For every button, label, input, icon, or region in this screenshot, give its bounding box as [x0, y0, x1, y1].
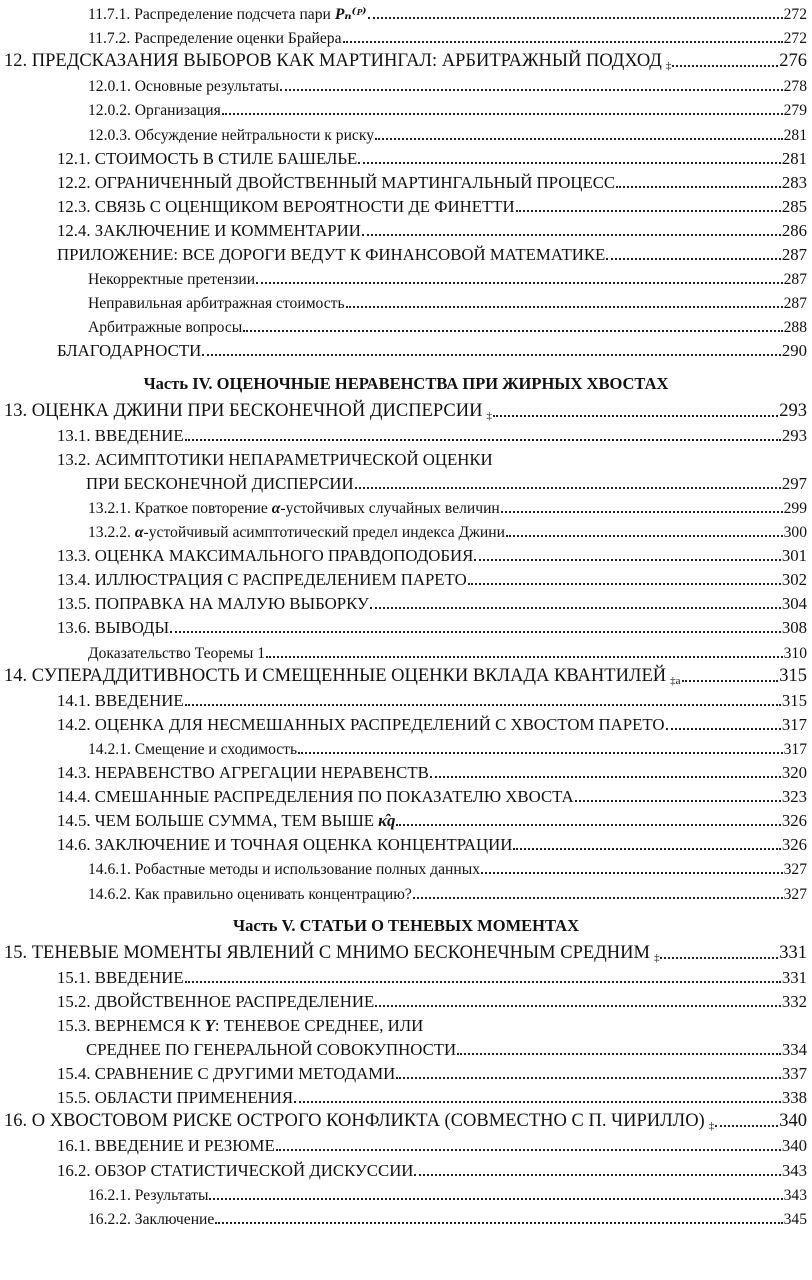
toc-entry-title-group — [0, 1016, 807, 1036]
toc-entry-title-group — [0, 173, 782, 193]
toc-entry-title-group — [0, 426, 782, 446]
toc-entry-title-group — [0, 1187, 784, 1205]
page-number: 287 — [783, 271, 807, 289]
toc-entry-title-group — [0, 524, 784, 542]
page-number: 287 — [783, 295, 807, 313]
page-number: 272 — [783, 6, 807, 23]
toc-entry-title: Некорректные претензии — [88, 271, 256, 289]
toc-entry[interactable] — [0, 1012, 812, 1036]
toc-entry-title: 14.1. ВВЕДЕНИЕ — [57, 690, 184, 710]
dot-leader — [185, 981, 781, 983]
math-symbol: α — [271, 499, 281, 517]
dot-leader — [457, 1053, 781, 1055]
dot-leader — [209, 1198, 782, 1200]
dot-leader — [575, 800, 781, 802]
toc-entry-title-group — [0, 886, 784, 904]
toc-entry[interactable] — [0, 855, 812, 879]
page-number: 327 — [783, 861, 807, 879]
toc-entry-title-group — [0, 102, 784, 120]
dot-leader — [660, 957, 778, 959]
page-number: 308 — [781, 618, 807, 638]
toc-entry-title: 12.1. СТОИМОСТЬ В СТИЛЕ БАШЕЛЬЕ — [57, 148, 358, 168]
page-number: 300 — [783, 524, 807, 541]
toc-entry[interactable] — [0, 1036, 812, 1060]
toc-entry[interactable] — [0, 398, 812, 422]
toc-entry[interactable] — [0, 121, 812, 145]
toc-entry-title: 13.3. ОЦЕНКА МАКСИМАЛЬНОГО ПРАВДОПОДОБИЯ — [57, 546, 474, 566]
dot-leader — [370, 607, 781, 609]
dot-leader — [468, 583, 781, 585]
toc-entry-title: 13.6. ВЫВОДЫ — [57, 618, 170, 638]
toc-entry-title-group — [0, 1064, 782, 1084]
part-heading: Часть IV. ОЦЕНОЧНЫЕ НЕРАВЕНСТВА ПРИ ЖИРНЫХ ХВОСТАХ — [143, 373, 669, 393]
toc-entry[interactable] — [0, 831, 812, 855]
toc-entry-title: 15. ТЕНЕВЫЕ МОМЕНТЫ ЯВЛЕНИЙ С МНИМО БЕСКОНЕЧНЫМ СРЕДНИМ — [4, 942, 650, 963]
page-number: 278 — [783, 78, 807, 96]
toc-entry-title-group — [0, 1211, 784, 1229]
dot-leader — [185, 439, 781, 441]
toc-entry-title: Арбитражные вопросы — [88, 319, 243, 337]
page-number: 288 — [783, 319, 807, 337]
toc-entry-title-group — [0, 319, 784, 337]
dot-leader — [672, 65, 778, 67]
page-number: 281 — [783, 126, 807, 144]
toc-entry-title-group — [0, 197, 782, 217]
page-number: 301 — [781, 546, 807, 566]
toc-entry[interactable] — [0, 337, 812, 361]
toc-entry-title: 13.4. ИЛЛЮСТРАЦИЯ С РАСПРЕДЕЛЕНИЕМ ПАРЕТО — [57, 570, 467, 590]
toc-entry-title: 13.2.2. — [88, 524, 131, 541]
footnote-mark: ‡ — [708, 1120, 715, 1133]
toc-entry-title: 14.6.1. Робастные методы и использование полных данных — [88, 861, 480, 879]
page-number: 317 — [783, 740, 807, 758]
dot-leader — [222, 113, 783, 115]
toc-entry-title: 15.2. ДВОЙСТВЕННОЕ РАСПРЕДЕЛЕНИЕ — [57, 991, 375, 1011]
page-number: 283 — [781, 172, 807, 192]
toc-entry-title-group — [0, 1088, 782, 1108]
toc-entry-title: 15.5. ОБЛАСТИ ПРИМЕНЕНИЯ — [57, 1088, 294, 1108]
dot-leader — [362, 234, 781, 236]
toc-entry[interactable] — [0, 24, 812, 48]
dot-leader — [396, 1077, 781, 1079]
dot-leader — [280, 89, 783, 91]
page-number: 326 — [781, 835, 807, 855]
math-symbol: κ̂q — [378, 811, 396, 831]
page-number: 337 — [781, 1064, 807, 1084]
page-number: 272 — [783, 30, 807, 48]
toc-entry-title-group — [0, 1111, 779, 1132]
page-number: 334 — [781, 1040, 807, 1059]
toc-entry-title-group — [0, 943, 779, 964]
toc-entry-title-group — [0, 127, 784, 145]
toc-entry[interactable] — [0, 518, 812, 542]
dot-leader — [413, 897, 783, 899]
toc-entry[interactable] — [0, 988, 812, 1012]
toc-entry-title-group — [0, 245, 782, 265]
page-number: 299 — [783, 499, 807, 517]
toc-entry[interactable] — [0, 1108, 812, 1132]
math-symbol: α — [134, 524, 144, 541]
toc-entry-title: 12.0.2. Организация — [88, 102, 221, 120]
dot-leader — [715, 1125, 778, 1127]
toc-entry-title: 13.2. АСИМПТОТИКИ НЕПАРАМЕТРИЧЕСКОЙ ОЦЕНКИ — [57, 449, 493, 469]
dot-leader — [375, 1005, 781, 1007]
toc-entry-title: 11.7.2. Распределение оценки Брайера — [88, 30, 342, 48]
toc-entry[interactable] — [0, 807, 812, 831]
toc-entry[interactable] — [0, 494, 812, 518]
toc-entry-title: 15.4. СРАВНЕНИЕ С ДРУГИМИ МЕТОДАМИ — [57, 1064, 396, 1084]
toc-entry[interactable] — [0, 422, 812, 446]
toc-entry[interactable] — [0, 880, 812, 904]
toc-entry-title-group — [0, 271, 784, 289]
part-heading: Часть V. СТАТЬИ О ТЕНЕВЫХ МОМЕНТАХ — [232, 915, 579, 935]
toc-entry[interactable] — [0, 1205, 812, 1229]
toc-entry-title-group — [0, 500, 784, 518]
toc-entry-title: 13. ОЦЕНКА ДЖИНИ ПРИ БЕСКОНЕЧНОЙ ДИСПЕРСИИ — [4, 400, 483, 421]
toc-entry-title-group — [0, 691, 782, 711]
dot-leader — [243, 330, 782, 332]
dot-leader — [375, 138, 783, 140]
toc-entry-title: 16. О ХВОСТОВОМ РИСКЕ ОСТРОГО КОНФЛИКТА (СОВМЕСТНО С П. ЧИРИЛЛО) — [4, 1111, 705, 1132]
toc-entry-title-group — [0, 78, 784, 96]
toc-entry-title: 14.6.2. Как правильно оценивать концентрацию? — [88, 885, 412, 903]
toc-entry-title: 12.0.1. Основные результаты — [88, 78, 280, 96]
toc-entry-title-group — [0, 30, 784, 48]
toc-entry[interactable] — [0, 446, 812, 470]
dot-leader — [414, 1174, 780, 1176]
toc-entry[interactable] — [0, 735, 812, 759]
toc-entry-title: 13.5. ПОПРАВКА НА МАЛУЮ ВЫБОРКУ — [57, 594, 369, 614]
page-number: 345 — [783, 1210, 807, 1228]
toc-entry-title-group — [0, 618, 782, 638]
toc-entry-title-group — [0, 787, 782, 807]
toc-entry-title-group — [0, 1161, 782, 1181]
page-number: 315 — [781, 690, 807, 710]
toc-entry[interactable] — [0, 48, 812, 72]
toc-entry-title: 12.2. ОГРАНИЧЕННЫЙ ДВОЙСТВЕННЫЙ МАРТИНГАЛЬНЫЙ ПРОЦЕСС — [57, 172, 616, 192]
footnote-mark: ‡ — [486, 409, 492, 422]
toc-entry[interactable] — [0, 265, 812, 289]
toc-entry-title: БЛАГОДАРНОСТИ — [57, 341, 202, 361]
toc-entry-title-group — [0, 861, 784, 879]
toc-entry-title: Неправильная арбитражная стоимость — [88, 295, 345, 313]
toc-entry-title-group — [0, 594, 782, 614]
toc-entry-title: 14.3. НЕРАВЕНСТВО АГРЕГАЦИИ НЕРАВЕНСТВ — [57, 763, 429, 782]
toc-entry-title: СРЕДНЕЕ ПО ГЕНЕРАЛЬНОЙ СОВОКУПНОСТИ — [86, 1040, 457, 1059]
toc-entry[interactable] — [0, 1132, 812, 1156]
toc-entry-title: 16.2.1. Результаты — [88, 1186, 209, 1204]
toc-entry-title-group — [0, 295, 784, 313]
toc-entry-title: 14.2.1. Смещение и сходимость — [88, 740, 298, 758]
toc-entry[interactable] — [0, 145, 812, 169]
toc-entry-title: 12.3. СВЯЗЬ С ОЦЕНЩИКОМ ВЕРОЯТНОСТИ ДЕ ФИНЕТТИ — [57, 196, 515, 216]
toc-entry-title: 12.0.3. Обсуждение нейтральности к риску — [88, 126, 374, 144]
toc-entry[interactable] — [0, 590, 812, 614]
dot-leader — [616, 186, 781, 188]
footnote-mark: ‡ — [665, 60, 672, 73]
page-number: 326 — [781, 811, 807, 831]
dot-leader — [202, 354, 781, 356]
toc-entry[interactable] — [0, 964, 812, 988]
toc-entry-title-group — [0, 992, 782, 1012]
page-number: 331 — [781, 967, 807, 987]
page-number: 310 — [783, 644, 807, 662]
dot-leader — [256, 282, 783, 284]
toc-entry-title-group — [0, 4, 784, 24]
toc-entry-title: 14.5. ЧЕМ БОЛЬШЕ СУММА, ТЕМ ВЫШЕ — [57, 811, 375, 831]
page-number: 327 — [783, 885, 807, 903]
dot-leader — [346, 306, 783, 308]
toc-entry[interactable] — [0, 289, 812, 313]
toc-entry-title-group — [0, 570, 782, 590]
toc-entry-title-group — [0, 811, 782, 831]
dot-leader — [666, 728, 781, 730]
toc-entry-title: ПРИЛОЖЕНИЕ: ВСЕ ДОРОГИ ВЕДУТ К ФИНАНСОВОЙ МАТЕМАТИКЕ — [57, 245, 606, 264]
toc-entry[interactable] — [0, 614, 812, 638]
toc-entry[interactable] — [0, 193, 812, 217]
dot-leader — [396, 824, 780, 826]
dot-leader — [493, 415, 778, 417]
toc-entry-title: Доказательство Теоремы 1 — [88, 644, 266, 662]
toc-entry-title: 11.7.1. Распределение подсчета пари — [88, 6, 331, 23]
toc-entry-title: 16.2. ОБЗОР СТАТИСТИЧЕСКОЙ ДИСКУССИИ — [57, 1160, 414, 1180]
toc-entry-title: 14.4. СМЕШАННЫЕ РАСПРЕДЕЛЕНИЯ ПО ПОКАЗАТЕЛЮ ХВОСТА — [57, 787, 574, 807]
dot-leader — [474, 559, 780, 561]
page-number: 323 — [781, 787, 807, 807]
toc-entry-title-group — [0, 1040, 782, 1060]
toc-entry-title: 12.4. ЗАКЛЮЧЕНИЕ И КОММЕНТАРИИ — [57, 220, 361, 240]
page-number: 286 — [781, 220, 807, 240]
toc-entry-title: 14.6. ЗАКЛЮЧЕНИЕ И ТОЧНАЯ ОЦЕНКА КОНЦЕНТРАЦИИ — [57, 835, 513, 855]
toc-entry-title-group — [0, 51, 779, 72]
dot-leader — [430, 776, 781, 778]
toc-entry[interactable] — [0, 1181, 812, 1205]
page-number: 290 — [781, 341, 807, 361]
toc-entry[interactable] — [0, 1084, 812, 1108]
toc-entry-title: 16.1. ВВЕДЕНИЕ И РЕЗЮМЕ — [57, 1136, 275, 1156]
toc-entry-title-group — [0, 835, 782, 855]
toc-entry-title: 14.2. ОЦЕНКА ДЛЯ НЕСМЕШАННЫХ РАСПРЕДЕЛЕНИЙ С ХВОСТОМ ПАРЕТО — [57, 714, 665, 734]
page-number: 297 — [781, 473, 807, 493]
page-number: 343 — [783, 1186, 807, 1204]
dot-leader — [368, 17, 783, 19]
toc-entry[interactable] — [0, 1060, 812, 1084]
toc-entry-title: 16.2.2. Заключение — [88, 1210, 215, 1228]
toc-entry-title-group — [0, 149, 782, 169]
toc-entry[interactable] — [0, 940, 812, 964]
dot-leader — [501, 511, 783, 513]
page-number: 315 — [779, 665, 807, 686]
toc-entry[interactable] — [0, 566, 812, 590]
toc-entry-title: 15.1. ВВЕДЕНИЕ — [57, 967, 184, 987]
math-symbol: Y — [204, 1015, 215, 1035]
page-number: 340 — [779, 1111, 807, 1132]
page-number: 302 — [781, 570, 807, 590]
page-number: 317 — [781, 714, 807, 734]
toc-entry[interactable] — [0, 470, 812, 494]
toc-entry[interactable] — [0, 663, 812, 687]
toc-entry-title-group — [0, 763, 782, 783]
dot-leader — [276, 1149, 781, 1151]
toc-entry[interactable] — [0, 72, 812, 96]
toc-entry-title-group — [0, 741, 784, 759]
dot-leader — [355, 487, 781, 489]
toc-entry[interactable] — [0, 759, 812, 783]
dot-leader — [516, 210, 781, 212]
dot-leader — [513, 848, 780, 850]
toc-entry-title: ПРИ БЕСКОНЕЧНОЙ ДИСПЕРСИИ — [86, 473, 354, 493]
toc-entry-title-group — [0, 968, 782, 988]
dot-leader — [266, 656, 783, 658]
toc-entry-title: 15.3. ВЕРНЕМСЯ К — [57, 1015, 201, 1035]
toc-entry-title: 12. ПРЕДСКАЗАНИЯ ВЫБОРОВ КАК МАРТИНГАЛ: АРБИТРАЖНЫЙ ПОДХОД — [4, 51, 662, 72]
toc-entry-title: 14. СУПЕРАДДИТИВНОСТЬ И СМЕЩЕННЫЕ ОЦЕНКИ ВКЛАДА КВАНТИЛЕЙ — [4, 665, 667, 686]
page-number: 304 — [781, 594, 807, 614]
math-symbol: Pₙ⁽ᴾ⁾ — [334, 6, 367, 23]
page-number: 340 — [781, 1136, 807, 1156]
dot-leader — [358, 162, 781, 164]
toc-entry-title-group — [0, 221, 782, 241]
page-number: 331 — [779, 942, 807, 963]
dot-leader — [606, 258, 781, 260]
toc-entry-title-group — [0, 450, 807, 470]
toc-entry[interactable] — [0, 783, 812, 807]
page-number: 320 — [781, 763, 807, 782]
toc-entry-title-group — [0, 341, 782, 361]
toc-entry[interactable] — [0, 639, 812, 663]
toc-entry[interactable] — [0, 687, 812, 711]
page-number: 276 — [779, 51, 807, 72]
toc-entry-title-group — [0, 715, 782, 735]
page-number: 293 — [779, 400, 807, 421]
dot-leader — [298, 752, 783, 754]
toc-entry-title-group — [0, 645, 784, 663]
toc-entry-title-group — [0, 546, 782, 566]
page-number: 343 — [781, 1160, 807, 1180]
page-number: 279 — [783, 102, 807, 120]
toc-entry[interactable] — [0, 169, 812, 193]
toc-entry[interactable] — [0, 241, 812, 265]
page-number: 285 — [781, 196, 807, 216]
toc-entry[interactable] — [0, 1157, 812, 1181]
toc-entry[interactable] — [0, 711, 812, 735]
dot-leader — [185, 704, 781, 706]
dot-leader — [215, 1222, 782, 1224]
toc-entry-title-group — [0, 474, 782, 494]
footnote-mark: ‡a — [670, 674, 681, 687]
toc-entry-title-group — [0, 401, 779, 422]
toc-entry-title-continued: -устойчивый асимптотический предел индекса Джини — [143, 524, 505, 541]
dot-leader — [170, 631, 781, 633]
dot-leader — [682, 680, 779, 682]
toc-entry[interactable] — [0, 313, 812, 337]
page-number: 287 — [781, 245, 807, 264]
page-number: 281 — [781, 148, 807, 168]
toc-entry-title: 13.2.1. Краткое повторение — [88, 499, 268, 517]
page-number: 332 — [781, 991, 807, 1011]
page-number: 293 — [781, 425, 807, 445]
toc-entry-title-continued: : ТЕНЕВОЕ СРЕДНЕЕ, ИЛИ — [214, 1015, 424, 1035]
dot-leader — [506, 535, 783, 537]
dot-leader — [481, 872, 783, 874]
toc-entry-title-group — [0, 666, 779, 687]
toc-entry-title-group — [0, 1136, 782, 1156]
dot-leader — [294, 1101, 781, 1103]
footnote-mark: ‡ — [653, 951, 660, 964]
dot-leader — [343, 41, 783, 43]
page-number: 338 — [781, 1088, 807, 1108]
toc-entry[interactable] — [0, 542, 812, 566]
toc-entry[interactable] — [0, 96, 812, 120]
toc-entry[interactable] — [0, 0, 812, 24]
toc-entry-title: 13.1. ВВЕДЕНИЕ — [57, 425, 184, 445]
toc-entry-title-continued: -устойчивых случайных величин — [280, 499, 500, 517]
toc-entry[interactable] — [0, 217, 812, 241]
